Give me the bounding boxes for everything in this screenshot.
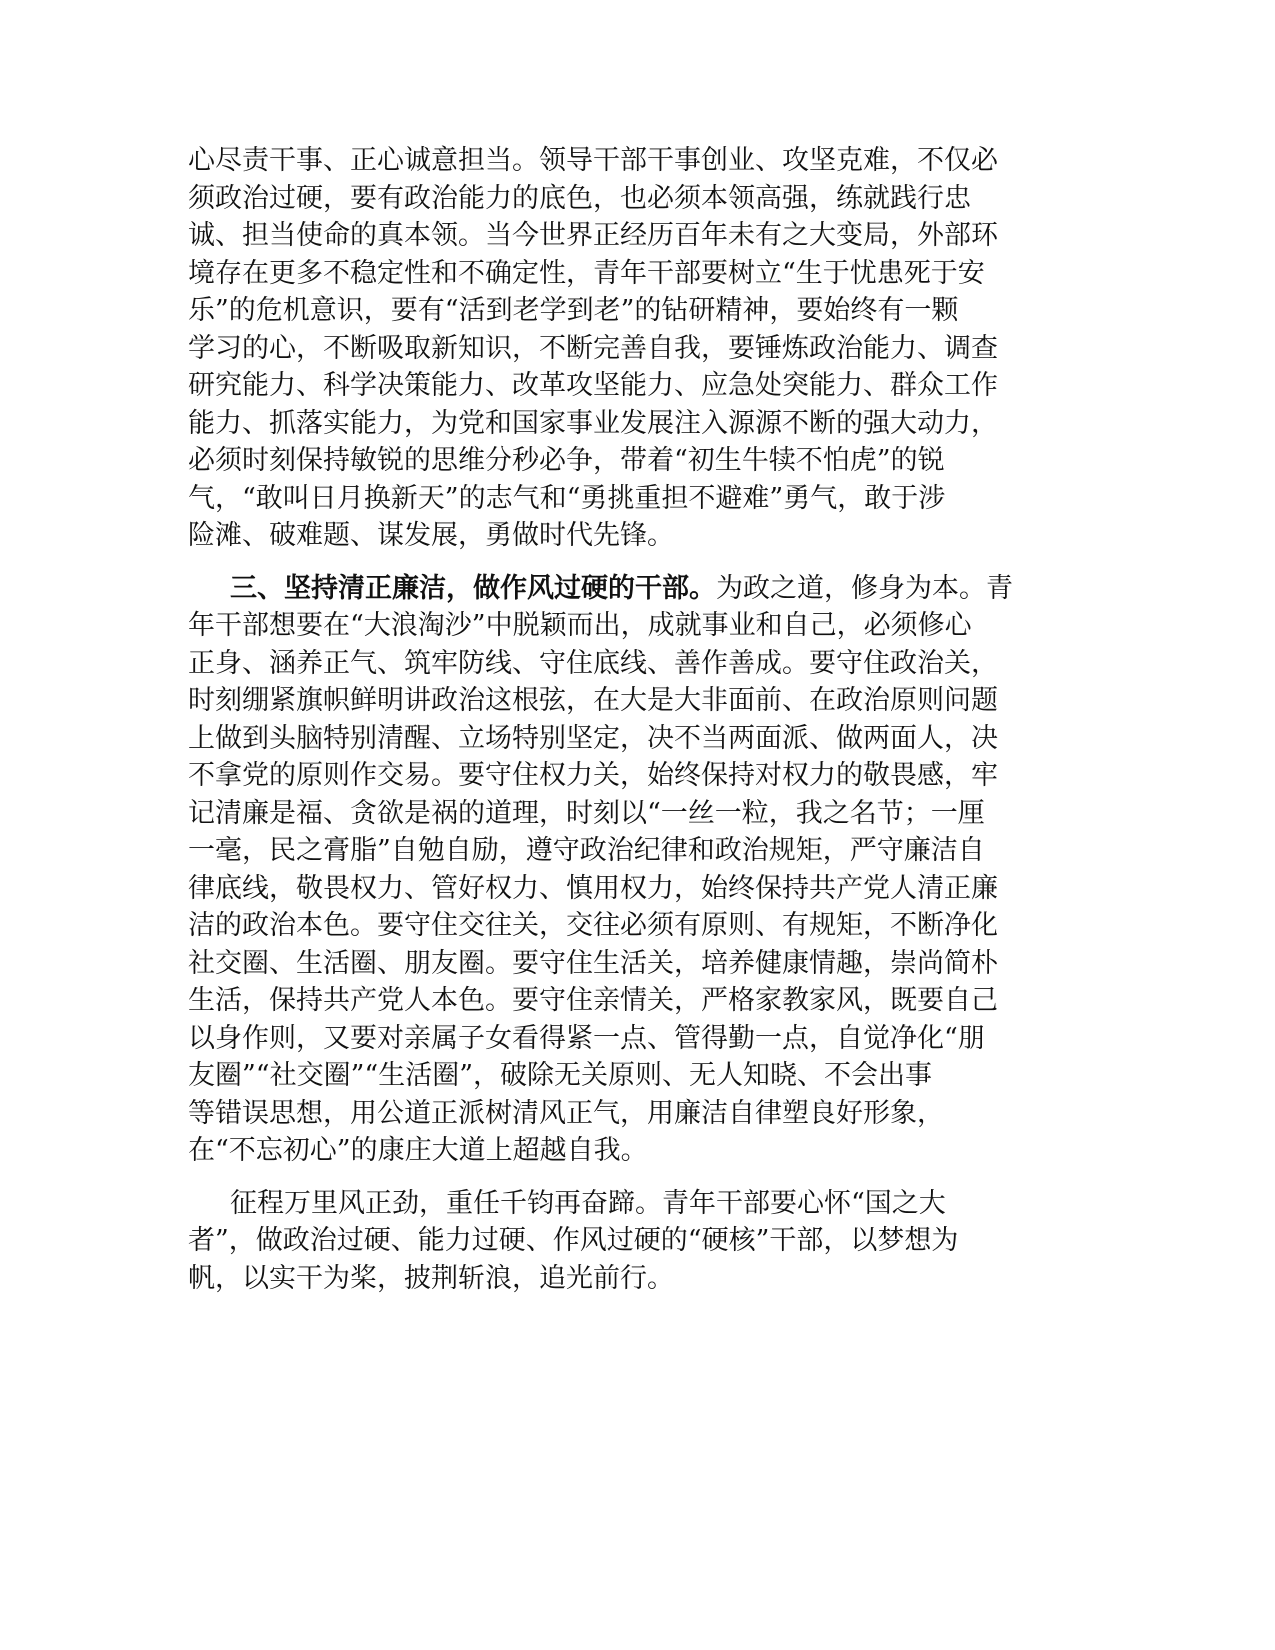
paragraph-integrity [188,570,1063,1170]
text-line: 友圈”“社交圈”“生活圈”，破除无关原则、无人知晓、不会出事 [188,1060,933,1091]
text-line: 年干部想要在“大浪淘沙”中脱颖而出，成就事业和自己，必须修心 [188,610,972,641]
text-line: 不拿党的原则作交易。要守住权力关，始终保持对权力的敬畏感，牢 [188,760,998,791]
text-line: 上做到头脑特别清醒、立场特别坚定，决不当两面派、做两面人，决 [188,722,998,754]
text-line: 险滩、破难题、谋发展，勇做时代先锋。 [188,520,674,551]
text-line: 以身作则，又要对亲属子女看得紧一点、管得勤一点，自觉净化“朋 [188,1022,985,1054]
text-line: 一毫，民之膏脂”自勉自励，遵守政治纪律和政治规矩，严守廉洁自 [188,835,985,866]
text-line: 气，“敢叫日月换新天”的志气和“勇挑重担不避难”勇气，敢于涉 [188,482,946,514]
text-line: 生活，保持共产党人本色。要守住亲情关，严格家教家风，既要自己 [188,985,998,1016]
text-line: 须政治过硬，要有政治能力的底色，也必须本领高强，练就践行忠 [188,182,971,214]
paragraph-conclusion [188,1185,1063,1298]
text-line: 必须时刻保持敏锐的思维分秒必争，带着“初生牛犊不怕虎”的锐 [188,445,945,476]
text-line: 帆，以实干为桨，披荆斩浪，追光前行。 [188,1262,674,1294]
text-line: 正身、涵养正气、筑牢防线、守住底线、善作善成。要守住政治关， [188,647,998,679]
text-line: 境存在更多不稳定性和不确定性，青年干部要树立“生于忧患死于安 [188,257,985,289]
text-line: 时刻绷紧旗帜鲜明讲政治这根弦，在大是大非面前、在政治原则问题 [188,685,998,716]
text-line: 乐”的危机意识，要有“活到老学到老”的钻研精神，要始终有一颗 [188,295,959,326]
text-line: 社交圈、生活圈、朋友圈。要守住生活关，培养健康情趣，崇尚简朴 [188,947,998,979]
text-line: 等错误思想，用公道正派树清风正气，用廉洁自律塑良好形象， [188,1097,944,1129]
text-line: 学习的心，不断吸取新知识，不断完善自我，要锤炼政治能力、调查 [188,332,998,364]
section-heading: 三、坚持清正廉洁，做作风过硬的干部。 [230,572,716,604]
text-line: 记清廉是福、贪欲是祸的道理，时刻以“一丝一粒，我之名节；一厘 [188,797,985,829]
text-line: 在“不忘初心”的康庄大道上超越自我。 [188,1135,648,1166]
document-body [188,142,1063,1297]
heading-line-rest: 为政之道，修身为本。青 [716,572,1013,604]
text-line: 诚、担当使命的真本领。当今世界正经历百年未有之大变局，外部环 [188,220,998,251]
text-line: 能力、抓落实能力，为党和国家事业发展注入源源不断的强大动力， [188,407,998,439]
text-line: 洁的政治本色。要守住交往关，交往必须有原则、有规矩，不断净化 [188,910,998,941]
text-line: 征程万里风正劲，重任千钧再奋蹄。青年干部要心怀“国之大 [230,1187,946,1219]
paragraph-ability [188,142,1063,555]
text-line: 研究能力、科学决策能力、改革攻坚能力、应急处突能力、群众工作 [188,370,998,401]
text-line: 者”，做政治过硬、能力过硬、作风过硬的“硬核”干部，以梦想为 [188,1225,959,1256]
text-line: 律底线，敬畏权力、管好权力、慎用权力，始终保持共产党人清正廉 [188,872,998,904]
text-line: 心尽责干事、正心诚意担当。领导干部干事创业、攻坚克难，不仅必 [188,145,998,176]
section-heading-line [188,570,1063,608]
